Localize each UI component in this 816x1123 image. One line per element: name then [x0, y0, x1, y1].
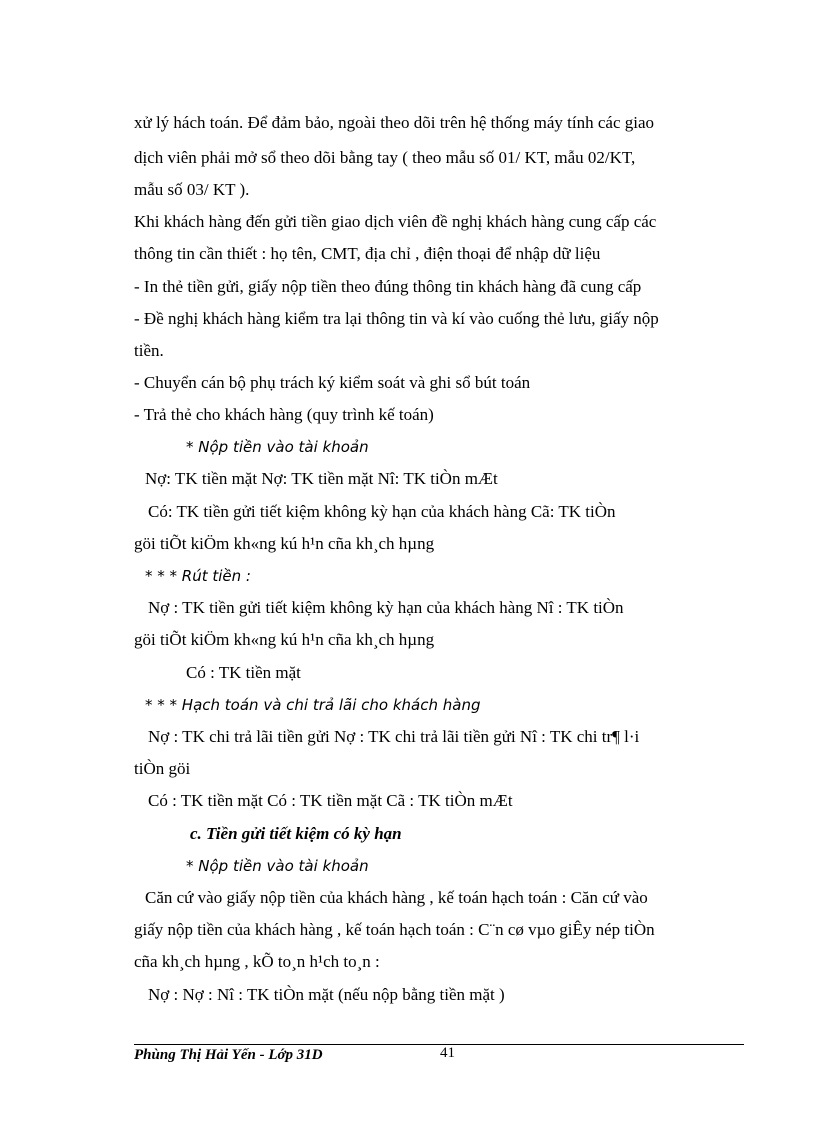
text-line: tiÒn göi — [134, 759, 191, 778]
text-line: Nợ : TK chi trả lãi tiền gửi Nợ : TK chi trả lãi tiền gửi Nî : TK chi tr¶ l·i — [148, 727, 640, 746]
text-line: Nợ : TK tiền gửi tiết kiệm không kỳ hạn của khách hàng Nî : TK tiÒn — [148, 598, 624, 617]
text-line: - In thẻ tiền gửi, giấy nộp tiền theo đúng thông tin khách hàng đã cung cấp — [134, 277, 642, 296]
subheading: * * * Hạch toán và chi trả lãi cho khách hàng — [145, 696, 481, 714]
text-line: xử lý hách toán. Để đảm bảo, ngoài theo dõi trên hệ thống máy tính các giao — [134, 113, 655, 132]
text-line: mẫu số 03/ KT ). — [134, 180, 250, 199]
text-line: giấy nộp tiền của khách hàng , kế toán hạch toán : C¨n cø vµo giÊy nép tiÒn — [134, 920, 655, 939]
text-line: Nợ : Nợ : Nî : TK tiÒn mặt (nếu nộp bằng tiền mặt ) — [148, 985, 505, 1004]
text-line: Khi khách hàng đến gửi tiền giao dịch viên đề nghị khách hàng cung cấp các — [134, 212, 657, 231]
text-line: göi tiÕt kiÖm kh«ng kú h¹n cña kh¸ch hµng — [134, 534, 435, 553]
subheading: * Nộp tiền vào tài khoản — [186, 857, 369, 875]
footer-divider — [134, 1044, 744, 1045]
subheading: * * * Rút tiền : — [145, 567, 251, 585]
text-line: - Đề nghị khách hàng kiểm tra lại thông tin và kí vào cuống thẻ lưu, giấy nộp — [134, 309, 659, 328]
text-line: Có: TK tiền gửi tiết kiệm không kỳ hạn của khách hàng Cã: TK tiÒn — [148, 502, 616, 521]
text-line: cña kh¸ch hµng , kÕ to¸n h¹ch to¸n : — [134, 952, 380, 971]
text-line: - Trả thẻ cho khách hàng (quy trình kế toán) — [134, 405, 434, 424]
text-line: thông tin cần thiết : họ tên, CMT, địa chỉ , điện thoại để nhập dữ liệu — [134, 244, 601, 263]
subheading: * Nộp tiền vào tài khoản — [186, 438, 369, 456]
text-line: göi tiÕt kiÖm kh«ng kú h¹n cña kh¸ch hµng — [134, 630, 435, 649]
footer-author: Phùng Thị Hải Yến - Lớp 31D — [134, 1047, 323, 1063]
section-heading: c. Tiền gửi tiết kiệm có kỳ hạn — [190, 824, 402, 843]
text-line: Căn cứ vào giấy nộp tiền của khách hàng , kế toán hạch toán : Căn cứ vào — [145, 888, 648, 907]
text-line: tiền. — [134, 341, 164, 360]
text-line: Có : TK tiền mặt — [186, 663, 301, 682]
text-line: - Chuyển cán bộ phụ trách ký kiểm soát và ghi sổ bút toán — [134, 373, 531, 392]
text-line: Có : TK tiền mặt Có : TK tiền mặt Cã : TK tiÒn mÆt — [148, 791, 513, 810]
text-line: dịch viên phải mở sổ theo dõi bằng tay ( theo mẫu số 01/ KT, mẫu 02/KT, — [134, 148, 636, 167]
page-number: 41 — [440, 1045, 455, 1061]
text-line: Nợ: TK tiền mặt Nợ: TK tiền mặt Nî: TK tiÒn mÆt — [145, 469, 498, 488]
